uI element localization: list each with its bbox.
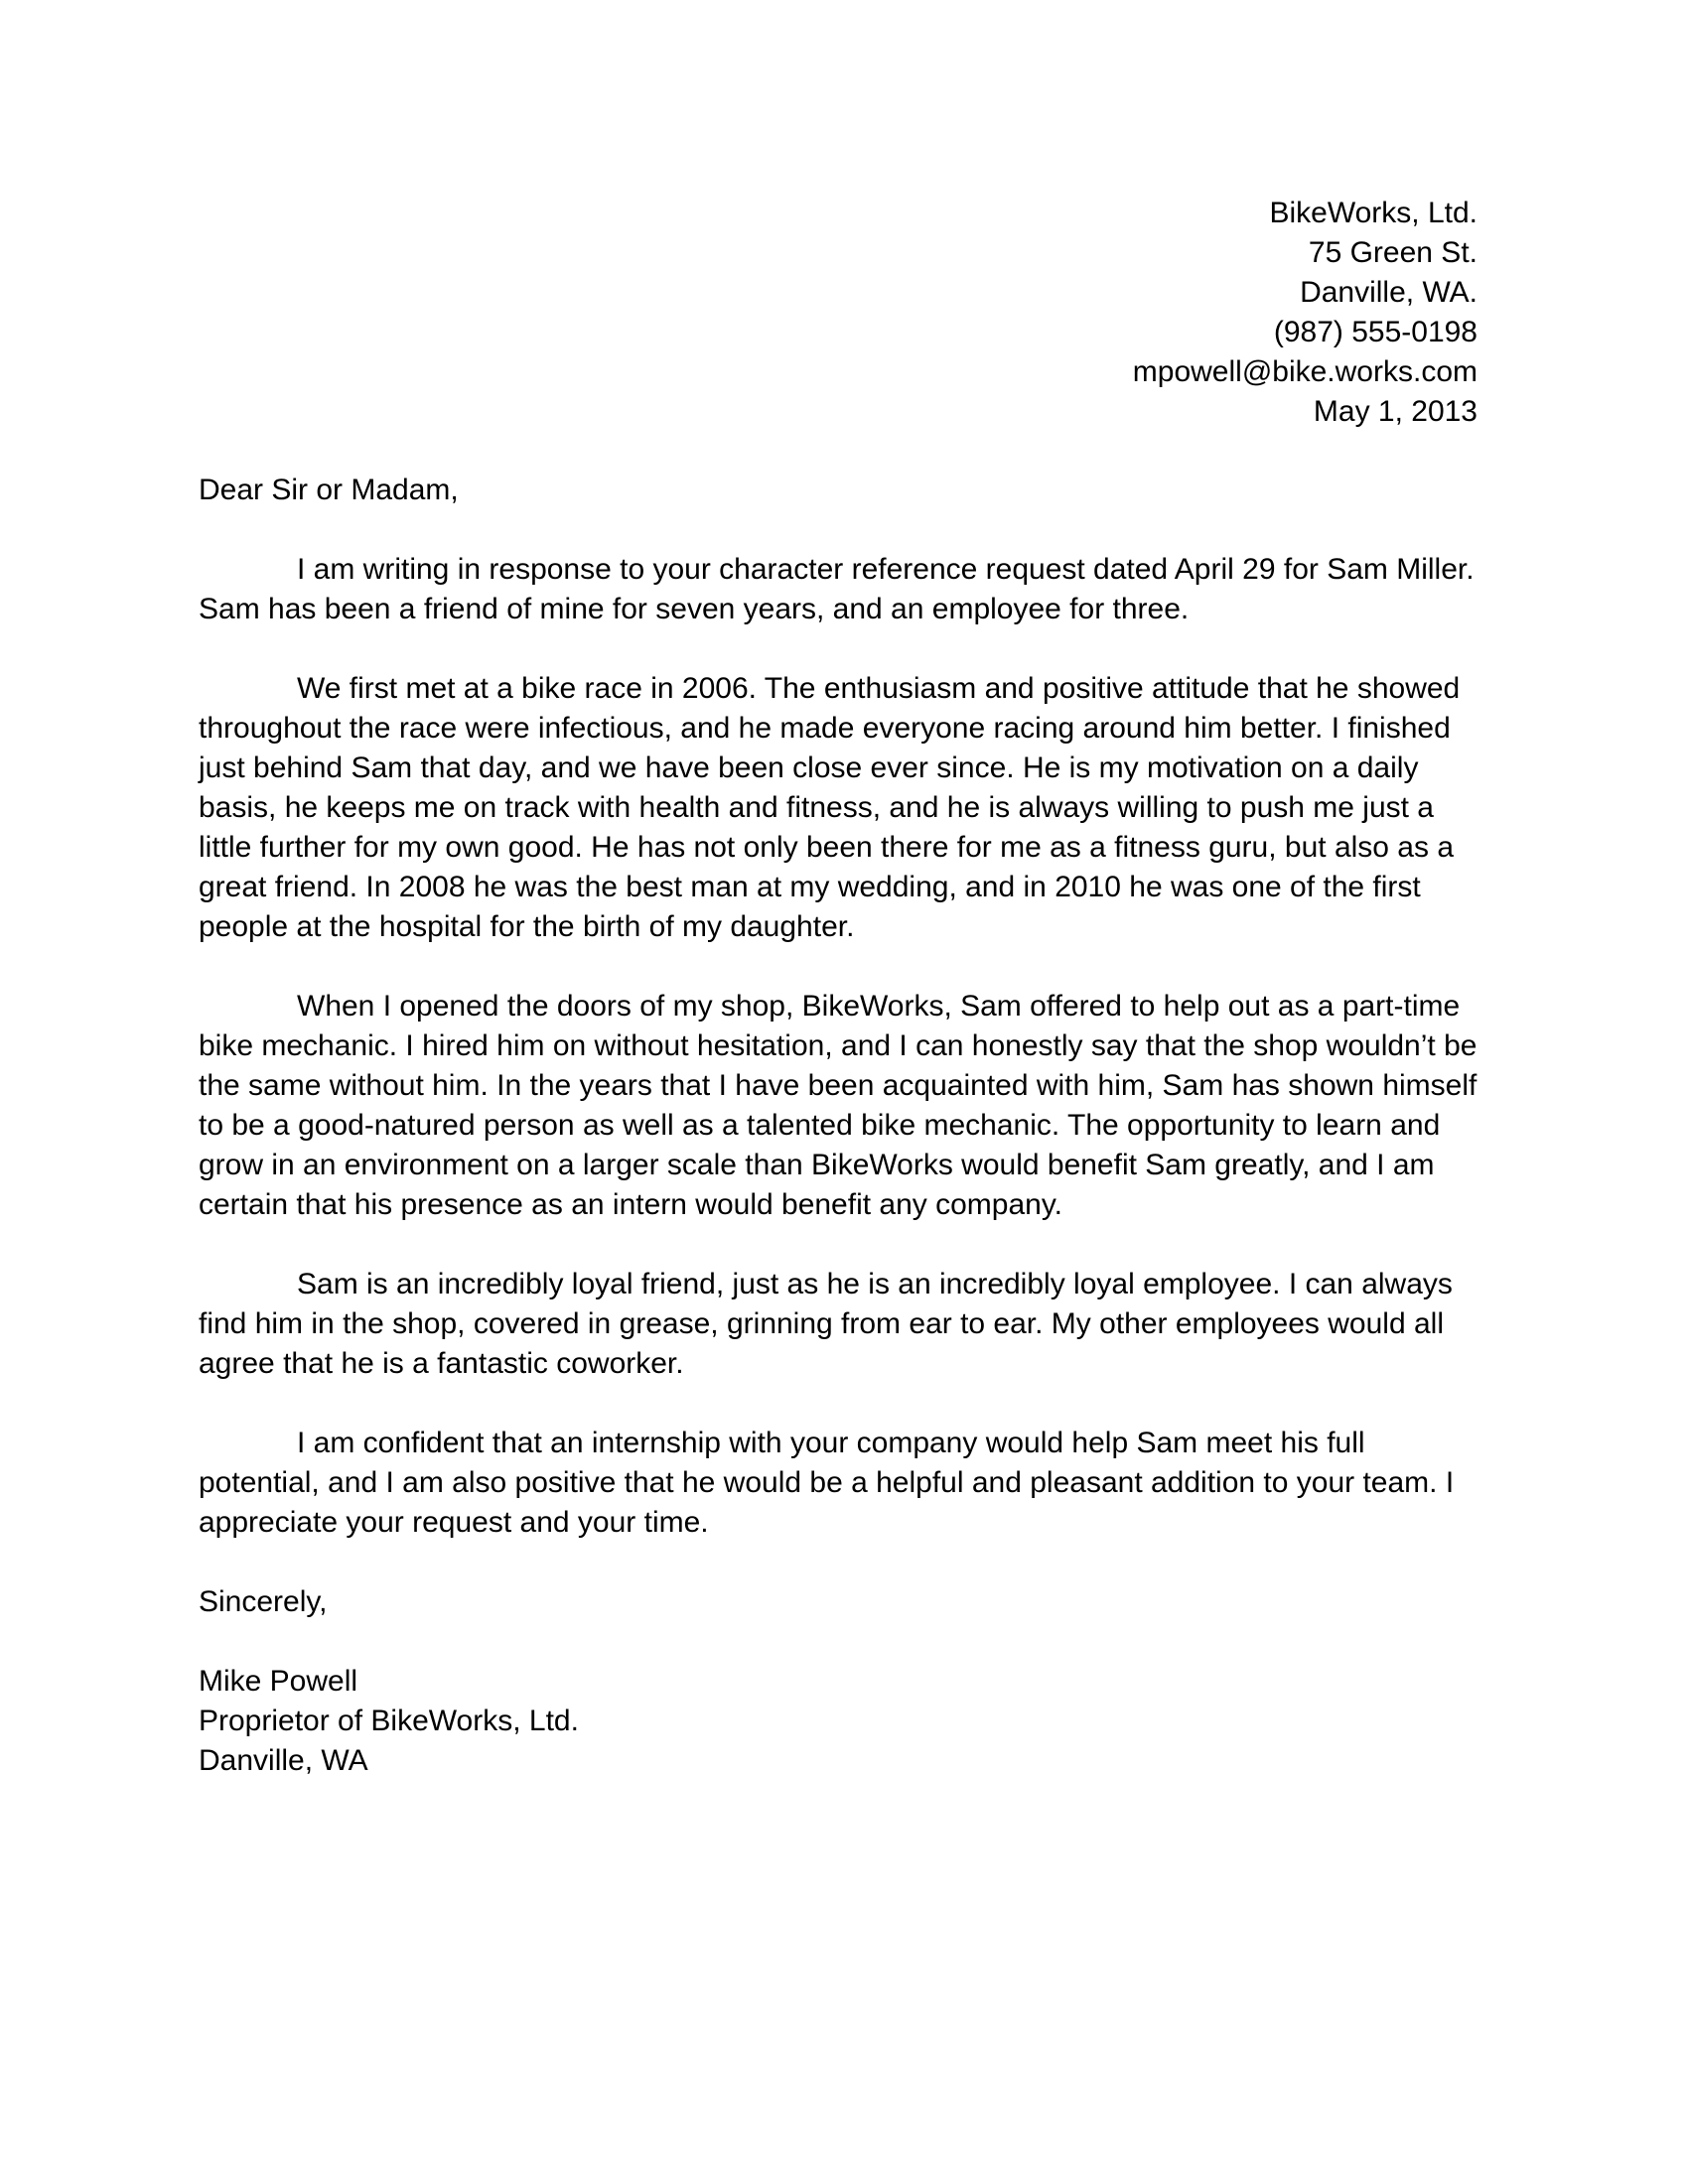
sender-company: BikeWorks, Ltd. <box>1269 197 1477 229</box>
sender-city: Danville, WA. <box>1300 276 1477 309</box>
sender-email: mpowell@bike.works.com <box>1132 355 1477 388</box>
letter-body <box>199 471 1489 1781</box>
closing: Sincerely, <box>199 1585 328 1618</box>
signature-name: Mike Powell <box>199 1665 358 1698</box>
signature-block <box>199 1662 1489 1781</box>
paragraph-conclusion: I am confident that an internship with your company would help Sam meet his full potential, and I am also positive that he would be a helpful and pleasant addition to your team. I appreciate your request and your time. <box>199 1427 1455 1539</box>
paragraph-loyalty: Sam is an incredibly loyal friend, just as he is an incredibly loyal employee. I can always find him in the shop, covered in grease, grinning from ear to ear. My other employees would all agree that he is a fantastic coworker. <box>199 1268 1453 1380</box>
paragraph-friendship: We first met at a bike race in 2006. The enthusiasm and positive attitude that he showed throughout the race were infectious, and he made everyone racing around him better. I finished just behind Sam that day, and we have been close ever since. He is my motivation on a daily basis, he keeps me on track with health and fitness, and he is always willing to push me just a little further for my own good. He has not only been there for me as a fitness guru, but also as a great friend. In 2008 he was the best man at my wedding, and in 2010 he was one of the first people at the hospital for the birth of my daughter. <box>199 672 1461 943</box>
signature-title: Proprietor of BikeWorks, Ltd. <box>199 1705 579 1737</box>
sender-address-block <box>1133 194 1477 432</box>
signature-location: Danville, WA <box>199 1744 368 1777</box>
sender-street: 75 Green St. <box>1308 236 1477 269</box>
letter-date: May 1, 2013 <box>1313 395 1477 428</box>
paragraph-employment: When I opened the doors of my shop, BikeWorks, Sam offered to help out as a part-time bike mechanic. I hired him on without hesitation, and I can honestly say that the shop wouldn’t be the same without him. In the years that I have been acquainted with him, Sam has shown himself to be a good-natured person as well as a talented bike mechanic. The opportunity to learn and grow in an environment on a larger scale than BikeWorks would benefit Sam greatly, and I am certain that his presence as an intern would benefit any company. <box>199 990 1477 1221</box>
paragraph-intro: I am writing in response to your character reference request dated April 29 for Sam Miller. Sam has been a friend of mine for seven years, and an employee for three. <box>199 553 1475 625</box>
salutation: Dear Sir or Madam, <box>199 474 459 506</box>
sender-phone: (987) 555-0198 <box>1273 316 1477 348</box>
